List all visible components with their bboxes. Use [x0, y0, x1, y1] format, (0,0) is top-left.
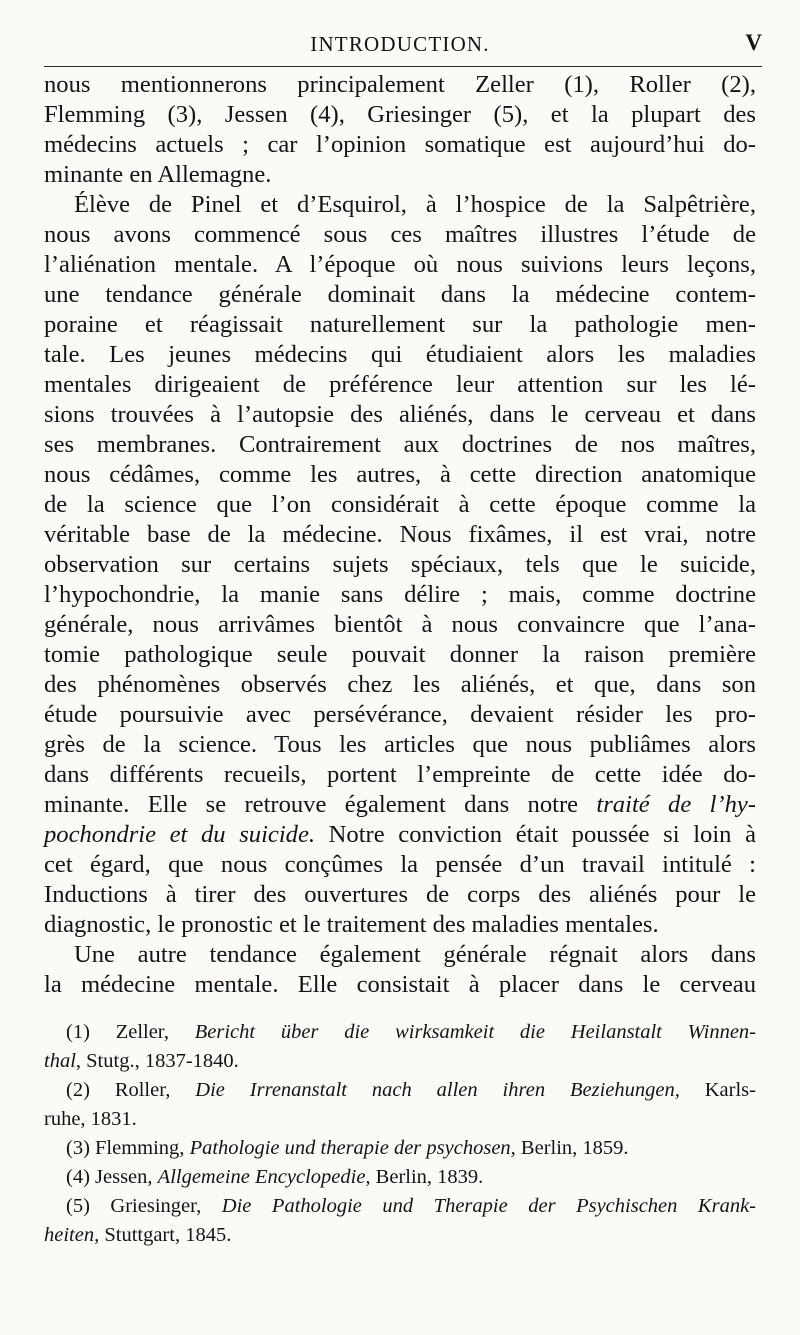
text-line: Élève de Pinel et d’Esquirol, à l’hospice de la Salpêtrière, — [74, 191, 756, 218]
text-line: l’hypochondrie, la manie sans délire ; mais, comme doctrine — [44, 581, 756, 608]
footnote-marker: (5) Griesinger, — [66, 1195, 222, 1217]
footnote-title: Die Irrenanstalt nach allen ihren Beziehungen, — [195, 1079, 680, 1101]
text-line: des phénomènes observés chez les aliénés, et que, dans son — [44, 671, 756, 698]
text-line: la médecine mentale. Elle consistait à placer dans le cerveau — [44, 971, 756, 998]
text-fragment: Notre conviction était poussée si loin à — [315, 821, 756, 848]
running-title: INTRODUCTION. — [310, 32, 490, 56]
text-line: tomie pathologique seule pouvait donner la raison première — [44, 641, 756, 668]
text-line: minante en Allemagne. — [44, 161, 272, 188]
text-line: tale. Les jeunes médecins qui étudiaient alors les maladies — [44, 341, 756, 368]
footnote-text: Stuttgart, 1845. — [99, 1224, 232, 1246]
running-header — [0, 28, 800, 68]
footnotes — [44, 1018, 756, 1250]
page-number: V — [745, 30, 762, 55]
footnote — [44, 1047, 756, 1076]
footnote-text: Stutg., 1837-1840. — [81, 1050, 239, 1072]
text-line: une tendance générale dominait dans la médecine contem- — [44, 281, 756, 308]
footnote — [44, 1192, 756, 1221]
body-text — [44, 70, 756, 1000]
text-line: mentales dirigeaient de préférence leur attention sur les lé- — [44, 371, 756, 398]
text-line: Une autre tendance également générale régnait alors dans — [74, 941, 756, 968]
text-line: véritable base de la médecine. Nous fixâmes, il est vrai, notre — [44, 521, 756, 548]
text-line: sions trouvées à l’autopsie des aliénés, dans le cerveau et dans — [44, 401, 756, 428]
text-line: cet égard, que nous conçûmes la pensée d’un travail intitulé : — [44, 851, 756, 878]
text-line: de la science que l’on considérait à cette époque comme la — [44, 491, 756, 518]
footnote — [44, 1163, 756, 1192]
text-line: nous avons commencé sous ces maîtres illustres l’étude de — [44, 221, 756, 248]
footnote-text: Berlin, 1859. — [515, 1137, 629, 1159]
footnote — [44, 1221, 756, 1250]
text-line: Inductions à tirer des ouvertures de corps des aliénés pour le — [44, 881, 756, 908]
footnote-marker: (1) Zeller, — [66, 1021, 195, 1043]
footnote — [44, 1134, 756, 1163]
text-line: étude poursuivie avec persévérance, devaient résider les pro- — [44, 701, 756, 728]
text-line: nous cédâmes, comme les autres, à cette direction anatomique — [44, 461, 756, 488]
footnote-text: Karls- — [679, 1079, 756, 1101]
italic-title: pochondrie et du suicide. — [44, 821, 316, 848]
text-line: poraine et réagissait naturellement sur la pathologie men- — [44, 311, 756, 338]
text-line: Flemming (3), Jessen (4), Griesinger (5), et la plupart des — [44, 101, 756, 128]
text-line: l’aliénation mentale. A l’époque où nous suivions leurs leçons, — [44, 251, 756, 278]
header-rule — [44, 66, 762, 67]
text-line: ses membranes. Contrairement aux doctrines de nos maîtres, — [44, 431, 756, 458]
footnote — [44, 1076, 756, 1105]
footnote — [44, 1018, 756, 1047]
text-line: nous mentionnerons principalement Zeller (1), Roller (2), — [44, 71, 756, 98]
text-line: médecins actuels ; car l’opinion somatique est aujourd’hui do- — [44, 131, 756, 158]
italic-title: traité de l’hy- — [596, 791, 756, 818]
footnote-marker: (2) Roller, — [66, 1079, 196, 1101]
footnote: ruhe, 1831. — [44, 1108, 137, 1130]
text-line — [44, 790, 756, 820]
text-fragment: minante. Elle se retrouve également dans notre — [44, 791, 597, 818]
footnote-title: Allgemeine Encyclopedie, — [157, 1166, 371, 1188]
footnote-title: Pathologie und therapie der psychosen, — [189, 1137, 516, 1159]
footnote-title: heiten, — [44, 1224, 100, 1246]
text-line: observation sur certains sujets spéciaux, tels que le suicide, — [44, 551, 756, 578]
text-line: diagnostic, le pronostic et le traitement des maladies mentales. — [44, 911, 659, 938]
text-line: générale, nous arrivâmes bientôt à nous convaincre que l’ana- — [44, 611, 756, 638]
footnote-title: Bericht über die wirksamkeit die Heilanstalt Winnen- — [194, 1021, 756, 1043]
footnote-marker: (4) Jessen, — [66, 1166, 158, 1188]
footnote-title: Die Pathologie und Therapie der Psychischen Krank- — [221, 1195, 757, 1217]
footnote-marker: (3) Flemming, — [66, 1137, 190, 1159]
footnote-text: Berlin, 1839. — [370, 1166, 484, 1188]
text-line: grès de la science. Tous les articles que nous publiâmes alors — [44, 731, 756, 758]
footnote-title: thal, — [44, 1050, 82, 1072]
text-line: dans différents recueils, portent l’empreinte de cette idée do- — [44, 761, 756, 788]
text-line — [44, 820, 756, 850]
